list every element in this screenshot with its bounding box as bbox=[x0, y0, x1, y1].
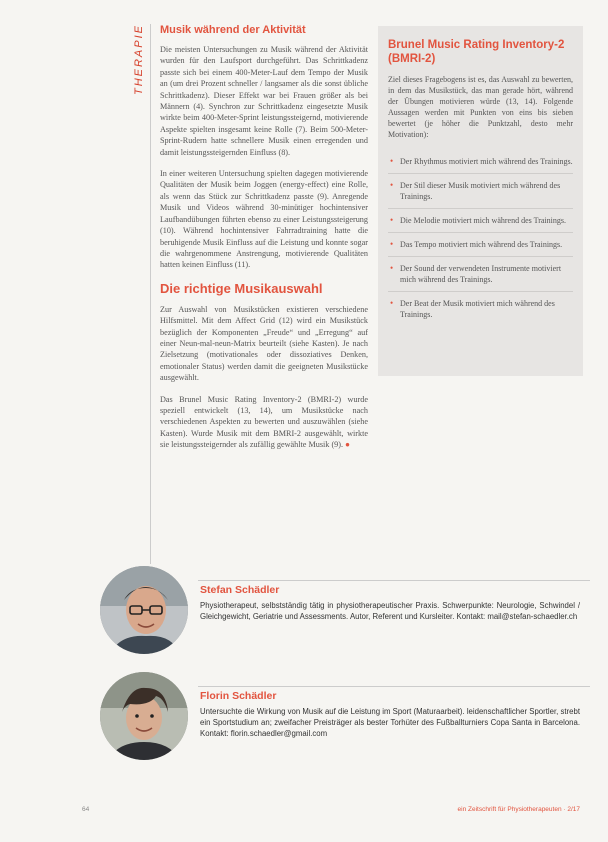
list-item bbox=[388, 256, 573, 291]
author-photo bbox=[100, 566, 188, 654]
list-item-text: Der Sound der verwendeten Instrumente motiviert mich während des Trainings. bbox=[400, 264, 562, 284]
bullet-icon: • bbox=[390, 156, 394, 166]
list-item bbox=[388, 232, 573, 256]
author-divider bbox=[198, 686, 590, 687]
author-bio: Physiotherapeut, selbstständig tätig in physiotherapeutischer Praxis. Schwerpunkte: Neurologie, Schwindel / Gleichgewicht, Geriatrie und Assessments. Autor, Referent und Kursleiter. Kontakt: mail@stefan-schaedler.ch bbox=[200, 601, 580, 621]
article-column bbox=[160, 24, 368, 461]
author-name: Florin Schädler bbox=[200, 690, 277, 702]
column-divider bbox=[150, 24, 151, 564]
list-item bbox=[388, 173, 573, 208]
list-item-text: Das Tempo motiviert mich während des Trainings. bbox=[400, 240, 563, 249]
bullet-icon: • bbox=[390, 239, 394, 249]
author-bio: Untersuchte die Wirkung von Musik auf die Leistung im Sport (Maturaarbeit). leidenschaftlicher Sportler, strebt ein Sportstudium an; zweifacher Preisträger als bester Torhüter des Fußballturniers Copa Santa in Barcelona. Kontakt: florin.schaedler@gmail.com bbox=[200, 707, 580, 738]
section-label-text: THERAPIE bbox=[133, 24, 145, 96]
portrait-image bbox=[100, 566, 188, 654]
end-of-article-icon: ● bbox=[345, 440, 351, 450]
list-item bbox=[388, 208, 573, 232]
portrait-image bbox=[100, 672, 188, 760]
bullet-icon: • bbox=[390, 215, 394, 225]
list-item-text: Der Rhythmus motiviert mich während des Trainings. bbox=[400, 157, 573, 166]
box-statement-list bbox=[388, 150, 573, 326]
list-item bbox=[388, 291, 573, 326]
author-name: Stefan Schädler bbox=[200, 584, 280, 596]
box-title: Brunel Music Rating Inventory-2 (BMRI-2) bbox=[388, 39, 565, 65]
paragraph-4-text: Das Brunel Music Rating Inventory-2 (BMRI-2) wurde speziell entwickelt (13, 14), um Musikstücke nach verschiedenen Aspekten zu bewerten und auszuwählen (siehe Kasten). Wurde Musik mit dem BMRI-2 ausgewählt, wirkte sie leistungssteigernder als zufällig gewählte Musik (9). bbox=[160, 394, 368, 450]
box-intro: Ziel dieses Fragebogens ist es, das Auswahl zu bewerten, in dem das Musikstück, das man gerade hört, während der Übungen motivieren würde (13, 14). Folgende Aussagen werden mit Punkten von eins bis sieben bewertet (je höher die Punktzahl, desto mehr Motivation): bbox=[388, 75, 573, 139]
bullet-icon: • bbox=[390, 263, 394, 273]
section-label bbox=[128, 24, 150, 114]
heading-music-selection: Die richtige Musikauswahl bbox=[160, 280, 323, 296]
bullet-icon: • bbox=[390, 298, 394, 308]
author-card-florin bbox=[100, 672, 590, 772]
author-card-stefan bbox=[100, 566, 590, 666]
bullet-icon: • bbox=[390, 180, 394, 190]
author-divider bbox=[198, 580, 590, 581]
paragraph-4 bbox=[160, 394, 368, 451]
heading-music-during-activity: Musik während der Aktivität bbox=[160, 24, 306, 36]
list-item-text: Der Beat der Musik motiviert mich während des Trainings. bbox=[400, 299, 555, 319]
paragraph-1: Die meisten Untersuchungen zu Musik während der Aktivität wurden für den Laufsport durchgeführt. Das Schrittkadenz passte sich bei einem 400-Meter-Lauf dem Tempo der Musik an (um drei Prozent schneller / langsamer als die sonst übliche Schrittkadenz). Dieser Effekt war bei Frauen größer als bei Männern (4). Synchron zur Schrittkadenz eingesetzte Musik wirkte beim 400-Meter-Sprint leistungssteigernd, motivierende Aspekte spielten insgesamt keine Rolle (7). Beim 500-Meter-Sprint-Rudern hatte schnellere Musik einen erregenden und damit leistungssteigernden Einfluss (8). bbox=[160, 45, 368, 157]
paragraph-3: Zur Auswahl von Musikstücken existieren verschiedene Hilfsmittel. Mit dem Affect Grid (12) wird ein Musikstück bezüglich der Komponenten „Freude“ und „Erregung“ auf einer Neun-mal-neun-Matrix beurteilt (siehe Kasten). Je nach Zielsetzung (motivationales oder dissoziatives Denken, emotionaler Status) werden damit die geeigneten Musikstücke ausgewählt. bbox=[160, 304, 368, 383]
author-photo bbox=[100, 672, 188, 760]
bmri-info-box bbox=[378, 26, 583, 376]
page-number: 64 bbox=[82, 806, 90, 813]
list-item-text: Der Stil dieser Musik motiviert mich während des Trainings. bbox=[400, 181, 561, 201]
paragraph-2: In einer weiteren Untersuchung spielten dagegen motivierende Qualitäten der Musik beim Joggen (energy-effect) eine Rolle, als wenn das Stück zur Schrittkadenz passte (9). Anregende Musik und Videos während 30-minütiger hochintensiver Laufbandübungen führten ebenso zu einer Leistungssteigerung (10). Während hochintensiver Fahrradtraining hatte die beruhigende Musik Einfluss auf die Leistung und konnte sogar die wahrgenommene Anstrengung, motivierende Qualitäten hatten keinen Einfluss (11). bbox=[160, 169, 368, 270]
publication-footer: ein Zeitschrift für Physiotherapeuten · 2/17 bbox=[457, 806, 580, 813]
list-item-text: Die Melodie motiviert mich während des Trainings. bbox=[400, 216, 566, 225]
list-item bbox=[388, 150, 573, 173]
